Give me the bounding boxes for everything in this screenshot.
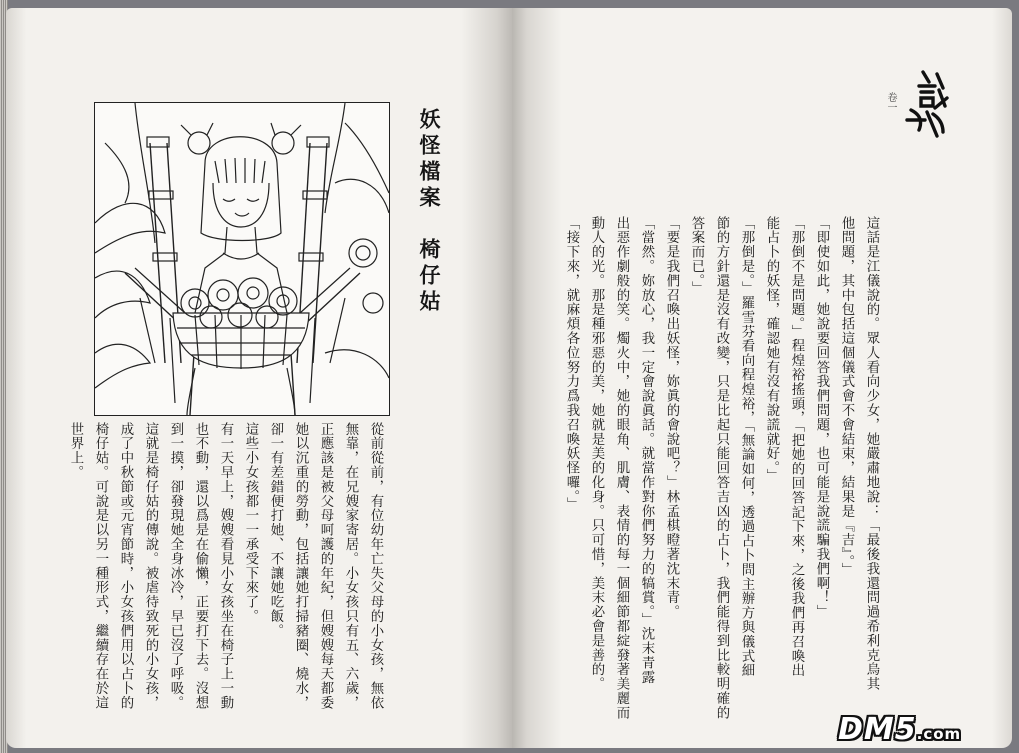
text-line: 卻一有差錯便打她、不讓她吃飯。 [268,422,283,638]
dm5-watermark-logo [838,712,961,747]
text-line: 椅仔姑。可說是以另一種形式，繼續存在於這 [93,422,108,710]
text-line: 這話是江儀說的。眾人看向少女，她嚴肅地說：「最後我還問過希利克烏其 [864,216,879,692]
text-line: 無靠，在兄嫂家寄居。小女孩只有五、六歲， [343,422,358,710]
text-line: 出惡作劇般的笑。燭火中，她的眼角、肌膚、表情的每一個細節都綻發著美麗而 [614,216,629,720]
text-line: 能占卜的妖怪，確認她有沒有說謊就好。」 [764,216,779,483]
text-line: 「那倒不是問題。」程煌裕搖頭，「把她的回答記下來，之後我們再召喚出 [789,216,804,678]
article-title: 妖怪檔案 椅仔姑 [417,108,442,316]
text-line: 她以沉重的勞動，包括讓她打掃豬圈、燒水， [293,422,308,710]
text-line: 他問題，其中包括這個儀式會不會結束，結果是『吉』。」 [839,216,854,577]
text-line: 節的方針還是沒有改變，只是比起只能回答吉凶的占卜，我們能得到比較明確的 [714,216,729,720]
text-line: 世界上。 [68,422,83,480]
book-title-calligraphy [889,68,949,138]
text-line: 有一天早上，嫂嫂看見小女孩坐在椅子上一動 [218,422,233,710]
text-line: 「接下來，就麻煩各位努力爲我召喚妖怪囉。」 [564,216,579,512]
text-line: 「要是我們召喚出妖怪，妳眞的會說吧？」林孟棋瞪著沈末青。 [664,216,679,620]
chair-girl-illustration [94,102,390,416]
text-line: 這就是椅仔姑的傳說。被虐待致死的小女孩， [143,422,158,710]
left-page-body [70,422,388,722]
right-page-body [564,216,884,720]
text-line: 「那倒是。」羅雪芬看向程煌裕，「無論如何，透過占卜問主辦方與儀式細 [739,216,754,678]
watermark-brand: DM5 [838,712,917,747]
watermark-suffix: .com [916,725,962,743]
text-line: 到一摸，卻發現她全身冰冷，早已沒了呼吸。 [168,422,183,710]
text-line: 動人的光。那是種邪惡的美，她就是美的化身。只可惜，美末必會是善的。 [589,216,604,692]
text-line: 「即使如此，她說要回答我們問題，也可能是說謊騙我們啊！」 [814,216,829,620]
text-line: 成了中秋節或元宵節時，小女孩們用以占卜的 [118,422,133,710]
volume-label: 卷一 [885,92,896,112]
text-line: 正應該是被父母呵護的年紀，但嫂嫂每天都委 [318,422,333,710]
text-line: 從前從前，有位幼年亡失父母的小女孩，無依 [368,422,383,710]
text-line: 「當然。妳放心，我一定會說眞話。就當作對你們努力的犒賞。」沈末青露 [639,216,654,685]
text-line: 答案而已。」 [689,216,704,296]
text-line: 這些小女孩都一一承受下來了。 [243,422,258,624]
text-line: 也不動，還以爲是在偷懶，正要打下去。沒想 [193,422,208,710]
